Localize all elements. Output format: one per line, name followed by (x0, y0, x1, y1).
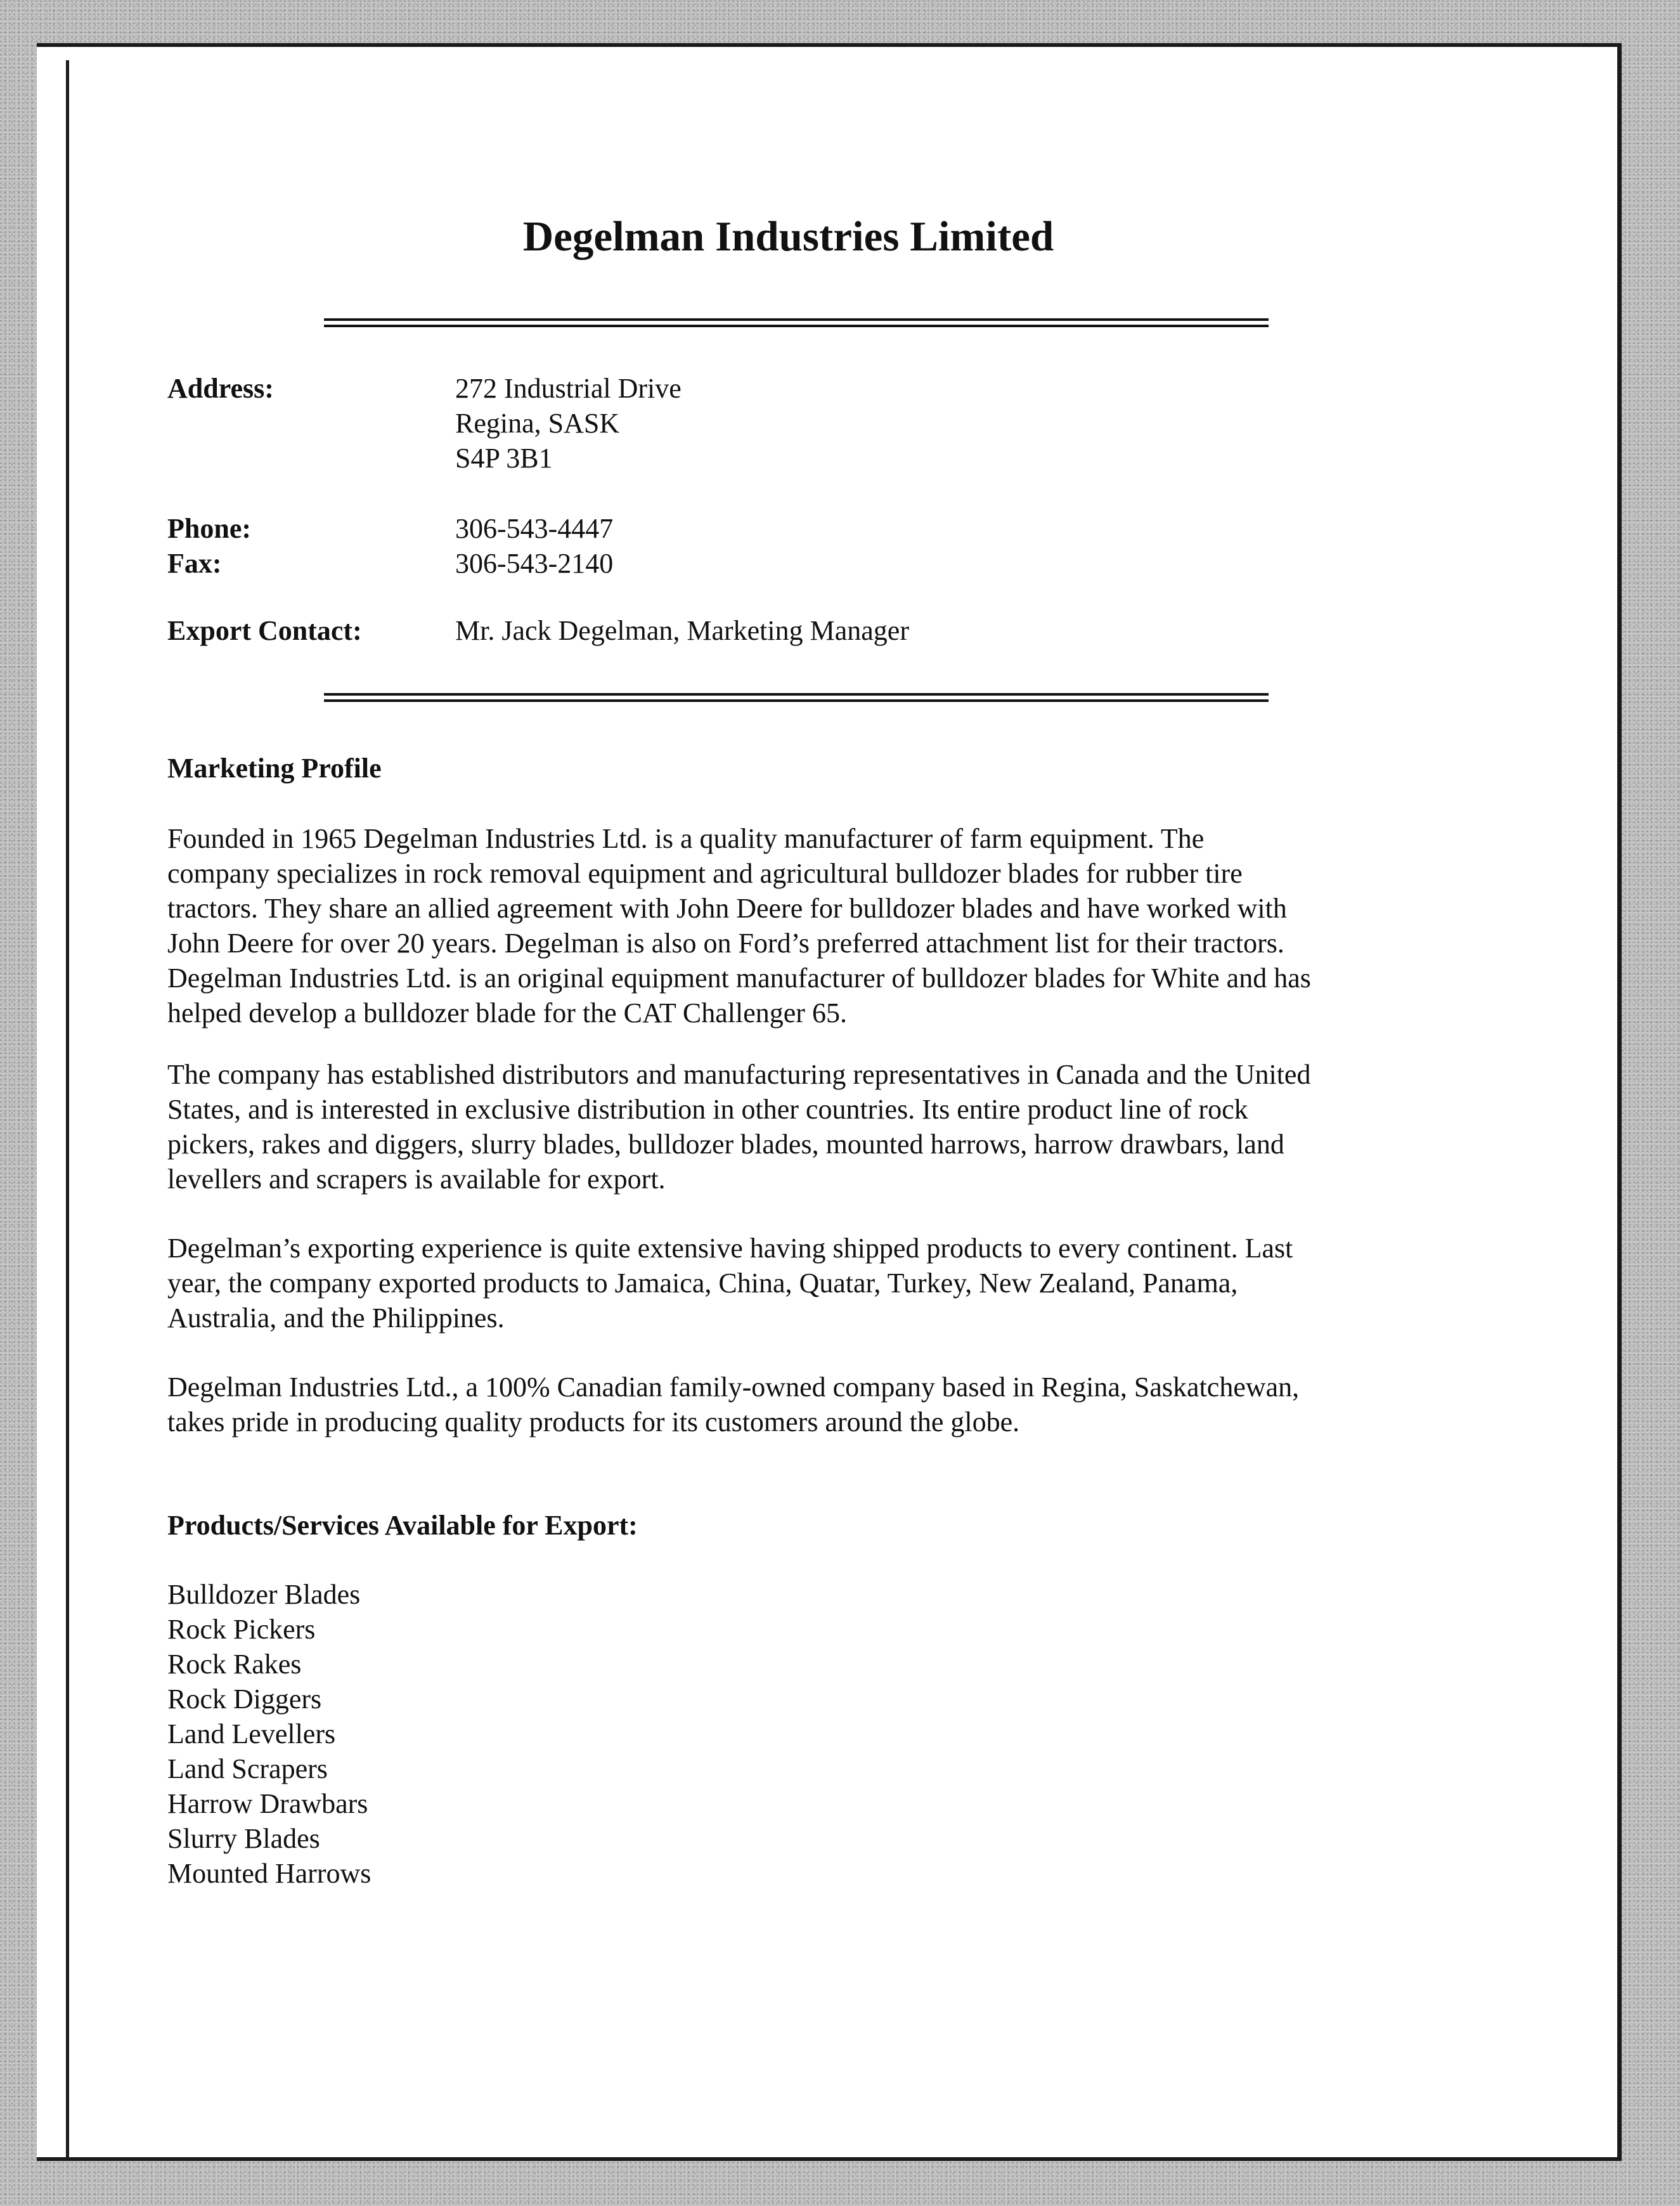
profile-paragraph-1 (167, 821, 1435, 1030)
export-contact-label: Export Contact: (167, 615, 362, 646)
paragraph-line: John Deere for over 20 years. Degelman is also on Ford’s preferred attachment list for their tractors. (167, 928, 1284, 959)
fax-number: 306-543-2140 (455, 548, 614, 579)
paragraph-line: pickers, rakes and diggers, slurry blades, bulldozer blades, mounted harrows, harrow drawbars, land (167, 1129, 1284, 1160)
top-double-rule (324, 318, 1269, 327)
paragraph-line: Australia, and the Philippines. (167, 1302, 505, 1333)
list-item: Land Levellers (167, 1718, 336, 1749)
phone-label: Phone: (167, 513, 251, 544)
left-margin-rule (66, 60, 69, 2158)
products-heading: Products/Services Available for Export: (167, 1510, 638, 1541)
address-block (455, 371, 682, 476)
phone-number: 306-543-4447 (455, 513, 614, 544)
paragraph-line: tractors. They share an allied agreement with John Deere for bulldozer blades and have worked with (167, 893, 1287, 924)
product-list (167, 1577, 371, 1891)
list-item: Slurry Blades (167, 1823, 320, 1854)
list-item: Rock Rakes (167, 1649, 302, 1680)
profile-paragraph-4 (167, 1370, 1435, 1439)
list-item: Mounted Harrows (167, 1858, 372, 1889)
fax-label: Fax: (167, 548, 222, 579)
address-line-2: Regina, SASK (455, 408, 620, 439)
paragraph-line: year, the company exported products to Jamaica, China, Quatar, Turkey, New Zealand, Panama, (167, 1268, 1238, 1299)
list-item: Land Scrapers (167, 1753, 328, 1784)
paragraph-line: The company has established distributors and manufacturing representatives in Canada and the United (167, 1059, 1311, 1090)
paragraph-line: Degelman Industries Ltd. is an original equipment manufacturer of bulldozer blades for White and has (167, 963, 1311, 994)
address-line-3: S4P 3B1 (455, 443, 553, 474)
paragraph-line: Degelman Industries Ltd., a 100% Canadian family-owned company based in Regina, Saskatchewan, (167, 1372, 1300, 1403)
list-item: Harrow Drawbars (167, 1788, 368, 1819)
address-line-1: 272 Industrial Drive (455, 373, 682, 404)
paragraph-line: levellers and scrapers is available for export. (167, 1164, 666, 1195)
profile-paragraph-2 (167, 1057, 1435, 1197)
paragraph-line: Founded in 1965 Degelman Industries Ltd. is a quality manufacturer of farm equipment. The (167, 823, 1205, 854)
list-item: Bulldozer Blades (167, 1579, 361, 1610)
paragraph-line: helped develop a bulldozer blade for the CAT Challenger 65. (167, 997, 847, 1028)
paragraph-line: takes pride in producing quality products for its customers around the globe. (167, 1406, 1020, 1437)
address-label: Address: (167, 373, 274, 404)
paragraph-line: Degelman’s exporting experience is quite extensive having shipped products to every continent. Last (167, 1233, 1293, 1264)
paragraph-line: company specializes in rock removal equipment and agricultural bulldozer blades for rubber tire (167, 858, 1243, 889)
marketing-profile-heading: Marketing Profile (167, 753, 382, 784)
list-item: Rock Diggers (167, 1684, 322, 1715)
bottom-double-rule (324, 693, 1269, 702)
export-contact-name: Mr. Jack Degelman, Marketing Manager (455, 615, 909, 646)
list-item: Rock Pickers (167, 1614, 316, 1645)
profile-paragraph-3 (167, 1231, 1435, 1335)
document-title: Degelman Industries Limited (522, 213, 1054, 260)
paragraph-line: States, and is interested in exclusive distribution in other countries. Its entire product line of rock (167, 1094, 1248, 1125)
